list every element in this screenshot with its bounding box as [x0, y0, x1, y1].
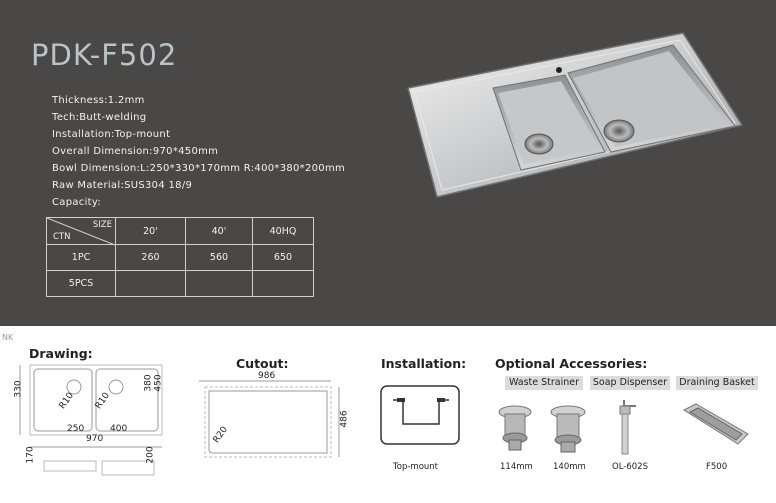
model-title: PDK-F502 [31, 38, 178, 72]
cutout-diagram [195, 381, 345, 466]
ctn-header: CTN [53, 232, 71, 242]
table-cell [116, 271, 186, 297]
spec-capacity: Capacity: [52, 197, 102, 208]
waste-strainer-small-image [495, 404, 535, 454]
draining-basket-label: Draining Basket [676, 376, 758, 390]
draining-basket-image [682, 402, 752, 452]
soap-dispenser-caption: OL-602S [612, 462, 648, 472]
drawing-title: Drawing: [29, 346, 93, 361]
cutout-width: 986 [258, 371, 276, 381]
table-cell: 650 [253, 245, 314, 271]
spec-list [52, 92, 345, 211]
spec-installation: Installation:Top-mount [52, 129, 171, 140]
table-cell: 560 [186, 245, 253, 271]
accessories-title: Optional Accessories: [495, 356, 648, 371]
waste-strainer-large-image [548, 404, 588, 454]
table-cell [253, 271, 314, 297]
radius-left: R10 [57, 390, 77, 412]
technical-panel [0, 326, 776, 503]
installation-title: Installation: [381, 356, 467, 371]
strainer-small-caption: 114mm [500, 462, 533, 472]
dim-250: 250 [67, 424, 85, 434]
spec-bowl-dimension: Bowl Dimension:L:250*330*170mm R:400*380*200mm [52, 163, 346, 174]
dim-200: 200 [145, 446, 156, 464]
column-header: 40' [186, 218, 253, 245]
table-row [47, 271, 314, 297]
dim-970: 970 [86, 434, 104, 444]
column-header: 20' [116, 218, 186, 245]
spec-raw-material: Raw Material:SUS304 18/9 [52, 180, 193, 191]
waste-strainer-label: Waste Strainer [505, 376, 583, 390]
spec-thickness: Thickness:1.2mm [52, 95, 145, 106]
cutout-radius: R20 [211, 424, 231, 446]
spec-overall-dimension: Overall Dimension:970*450mm [52, 146, 219, 157]
installation-diagram [381, 386, 461, 446]
dim-170: 170 [25, 446, 36, 464]
strainer-large-caption: 140mm [553, 462, 586, 472]
dim-450: 450 [153, 374, 164, 392]
dim-380: 380 [143, 374, 154, 392]
sink-product-image [405, 30, 745, 200]
size-header: SIZE [92, 220, 112, 230]
installation-caption: Top-mount [393, 462, 438, 472]
table-row [47, 245, 314, 271]
cutout-height: 486 [339, 410, 350, 428]
radius-right: R10 [93, 390, 113, 412]
soap-dispenser-image [612, 398, 642, 458]
table-cell: 260 [116, 245, 186, 271]
dim-400: 400 [110, 424, 128, 434]
corner-text: NK [2, 333, 14, 342]
cutout-title: Cutout: [236, 356, 289, 371]
capacity-table [46, 217, 314, 297]
soap-dispenser-label: Soap Dispenser [590, 376, 670, 390]
row-label: 5PCS [47, 271, 116, 297]
draining-basket-caption: F500 [706, 462, 728, 472]
row-label: 1PC [47, 245, 116, 271]
table-cell [186, 271, 253, 297]
dim-330: 330 [13, 380, 24, 398]
table-corner-cell [47, 218, 116, 245]
spec-tech: Tech:Butt-welding [52, 112, 147, 123]
column-header: 40HQ [253, 218, 314, 245]
